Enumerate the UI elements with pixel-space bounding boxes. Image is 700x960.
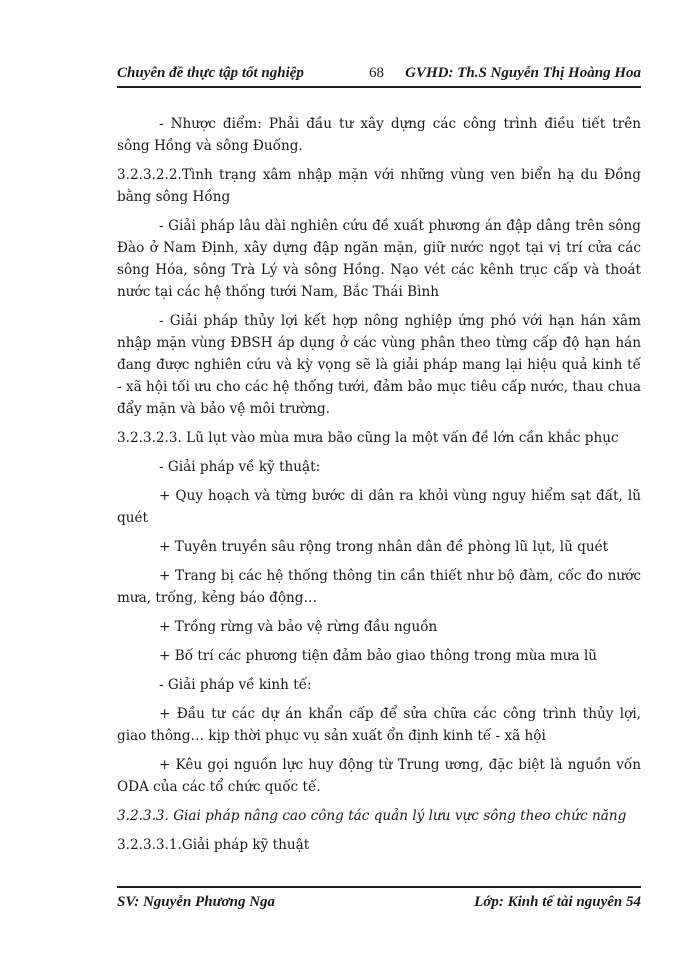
list-item-economic-solution: - Giải pháp về kinh tế: [159, 677, 312, 693]
footer-student: SV: Nguyễn Phương Nga [117, 894, 276, 910]
section-heading-3-2-3-3-1: 3.2.3.3.1.Giải pháp kỹ thuật [117, 837, 310, 853]
list-item-investment: + Đầu tư các dự án khẩn cấp để sửa chữa các công trình thủy lợi, giao thông… kịp thời phục vụ sản xuất ổn định kinh tế - xã hội [117, 706, 641, 744]
page-content [117, 113, 641, 863]
section-heading-3-2-3-2-3: 3.2.3.2.3. Lũ lụt vào mùa mưa bão cũng la một vấn đề lớn cần khắc phục [117, 430, 619, 446]
list-item-equipment: + Trang bị các hệ thống thông tin cần thiết như bộ đàm, cốc đo nước mưa, trống, kẻng báo động… [117, 568, 641, 606]
list-item-technical-solution: - Giải pháp về kỹ thuật: [159, 459, 321, 475]
header-report-title: Chuyên đề thực tập tốt nghiệp [117, 65, 304, 81]
list-item-funding: + Kêu gọi nguồn lực huy động từ Trung ương, đặc biệt là nguồn vốn ODA của các tổ chức quốc tế. [117, 757, 641, 795]
page-footer [117, 886, 641, 914]
footer-class: Lớp: Kinh tế tài nguyên 54 [474, 894, 641, 910]
page-number: 68 [369, 65, 384, 81]
paragraph-long-term-solution: - Giải pháp lâu dài nghiên cứu đề xuất phương án đập dâng trên sông Đào ở Nam Định, xây dựng đập ngăn mặn, giữ nước ngọt tại vị trí cửa các sông Hóa, sông Trà Lý và sông Hồng. Nạo vét các kênh trục cấp và thoát nước tại các hệ thống tưới Nam, Bắc Thái Bình [117, 218, 641, 300]
paragraph-irrigation-solution: - Giải pháp thủy lợi kết hợp nông nghiệp ứng phó với hạn hán xâm nhập mặn vùng ĐBSH áp dụng ở các vùng phân theo từng cấp độ hạn hán đang được nghiên cứu và kỳ vọng sẽ là giải pháp mang lại hiệu quả kinh tế - xã hội tối ưu cho các hệ thống tưới, đảm bảo mục tiêu cấp nước, thau chua đẩy mặn và bảo vệ môi trường. [117, 313, 641, 417]
section-heading-3-2-3-2-2: 3.2.3.2.2.Tình trạng xâm nhập mặn với những vùng ven biển hạ du Đồng bằng sông Hồng [117, 167, 641, 205]
list-item-reforestation: + Trồng rừng và bảo vệ rừng đầu nguồn [159, 619, 438, 635]
header-supervisor: GVHD: Th.S Nguyễn Thị Hoàng Hoa [405, 65, 641, 81]
list-item-propaganda: + Tuyên truyền sâu rộng trong nhân dân đề phòng lũ lụt, lũ quét [159, 539, 609, 555]
list-item-transport: + Bố trí các phương tiện đảm bảo giao thông trong mùa mưa lũ [159, 648, 598, 664]
section-heading-3-2-3-3: 3.2.3.3. Giai pháp nâng cao công tác quản lý lưu vực sông theo chức năng [117, 808, 627, 824]
page-header [117, 62, 641, 88]
list-item-resettlement: + Quy hoạch và từng bước di dân ra khỏi vùng nguy hiểm sạt đất, lũ quét [117, 488, 641, 526]
paragraph-disadvantage: - Nhược điểm: Phải đầu tư xây dựng các công trình điều tiết trên sông Hồng và sông Đuống. [117, 116, 641, 154]
